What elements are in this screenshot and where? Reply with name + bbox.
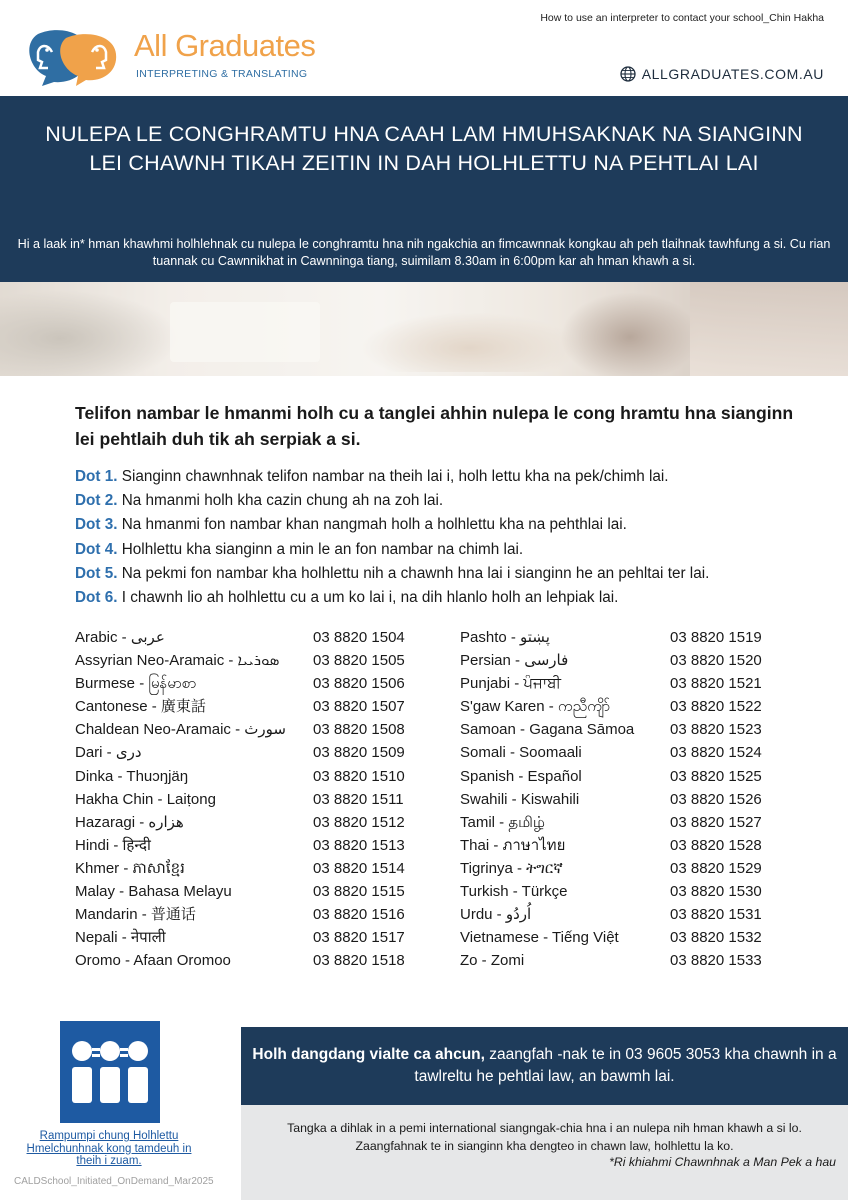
phone-number[interactable]: 03 8820 1525	[670, 767, 762, 785]
phone-number[interactable]: 03 8820 1529	[670, 859, 762, 877]
phone-number[interactable]: 03 8820 1533	[670, 952, 762, 970]
language-row	[75, 741, 415, 764]
language-name: Dari - دری	[75, 744, 142, 762]
step-text: Na hmanmi holh kha cazin chung ah na zoh lai.	[121, 492, 444, 510]
language-name: Tamil - தமிழ்	[460, 813, 545, 831]
phone-number[interactable]: 03 8820 1505	[313, 652, 405, 670]
phone-number[interactable]: 03 8820 1521	[670, 675, 762, 693]
interpreter-symbol-link[interactable]: Rampumpi chung Holhlettu Hmelchunhnak kong tamdeuh in theih i zuam.	[26, 1130, 192, 1167]
callout-bold: Holh dangdang vialte ca ahcun,	[252, 1046, 485, 1063]
page-title: NULEPA LE CONGHRAMTU HNA CAAH LAM HMUHSAKNAK NA SIANGINN LEI CHAWNH TIKAH ZEITIN IN DAH HOLHLETTU NA PEHTLAI LAI	[45, 122, 803, 175]
language-row	[460, 649, 770, 672]
language-name: Cantonese - 廣東話	[75, 698, 206, 716]
phone-number[interactable]: 03 8820 1507	[313, 698, 405, 716]
footer-line-3: *Ri khiahmi Chawnhnak a Man Pek a hau	[609, 1155, 836, 1169]
language-name: Persian - فارسی	[460, 652, 569, 670]
step-item	[75, 586, 815, 610]
step-label: Dot 4.	[75, 540, 118, 558]
step-label: Dot 1.	[75, 468, 118, 485]
step-item	[75, 465, 815, 489]
language-row	[75, 926, 415, 949]
language-name: Hakha Chin - Laiṭong	[75, 790, 216, 808]
document-code: CALDSchool_Initiated_OnDemand_Mar2025	[14, 1176, 214, 1187]
phone-number[interactable]: 03 8820 1504	[313, 629, 405, 646]
language-name: Hindi - हिन्दी	[75, 836, 151, 854]
language-row	[75, 949, 415, 972]
step-label: Dot 6.	[75, 589, 118, 607]
phone-number[interactable]: 03 8820 1517	[313, 929, 405, 947]
phone-number[interactable]: 03 8820 1523	[670, 721, 762, 739]
brand-name: All Graduates	[134, 28, 316, 63]
classroom-photo	[0, 282, 848, 376]
language-row	[75, 903, 415, 926]
language-name: S'gaw Karen - ကညီကျိာ်	[460, 698, 611, 716]
language-name: Nepali - नेपाली	[75, 929, 166, 947]
language-name: Spanish - Español	[460, 767, 582, 785]
phone-number[interactable]: 03 8820 1508	[313, 721, 405, 739]
phone-number[interactable]: 03 8820 1516	[313, 906, 405, 924]
language-row	[75, 626, 415, 649]
language-name: Pashto - پښتو	[460, 629, 550, 646]
language-row	[75, 649, 415, 672]
language-row	[75, 880, 415, 903]
language-name: Mandarin - 普通话	[75, 906, 196, 924]
phone-number[interactable]: 03 8820 1530	[670, 883, 762, 901]
language-name: Urdu - اُردُو	[460, 906, 532, 924]
globe-icon	[620, 66, 636, 82]
phone-number[interactable]: 03 8820 1518	[313, 952, 405, 970]
language-row	[460, 741, 770, 764]
language-row	[460, 880, 770, 903]
language-row	[75, 718, 415, 741]
language-row	[460, 926, 770, 949]
footer-line-1: Tangka a dihlak in a pemi international siangngak-chia hna i an nulepa nih hman khawh a si lo.	[287, 1121, 802, 1135]
footer-line-2: Zaangfahnak te in sianginn kha dengteo in chawn law, holhlettu la ko.	[355, 1139, 734, 1153]
language-row	[75, 834, 415, 857]
language-row	[75, 695, 415, 718]
phone-number[interactable]: 03 8820 1526	[670, 790, 762, 808]
language-row	[460, 857, 770, 880]
phone-number[interactable]: 03 8820 1512	[313, 813, 405, 831]
language-name: Assyrian Neo-Aramaic - ܣܘܪܝܝܐ	[75, 652, 280, 670]
language-name: Punjabi - ਪੰਜਾਬੀ	[460, 675, 562, 693]
instructions-heading: Telifon nambar le hmanmi holh cu a tanglei ahhin nulepa le cong hramtu hna sianginn lei pehtlaih duh tik ah serpiak a si.	[75, 403, 794, 449]
language-row	[75, 765, 415, 788]
language-row	[460, 811, 770, 834]
phone-number[interactable]: 03 8820 1514	[313, 859, 405, 877]
language-name: Somali - Soomaali	[460, 744, 582, 762]
language-row	[460, 834, 770, 857]
language-name: Malay - Bahasa Melayu	[75, 883, 232, 901]
language-row	[460, 949, 770, 972]
language-name: Khmer - ភាសាខ្មែរ	[75, 859, 185, 877]
hero-banner	[0, 96, 848, 282]
step-text: Na pekmi fon nambar kha holhlettu nih a chawnh hna lai i sianginn he an pehltai ter lai.	[121, 564, 710, 582]
language-name: Zo - Zomi	[460, 952, 525, 970]
step-label: Dot 3.	[75, 516, 118, 534]
language-name: Chaldean Neo-Aramaic - سورث	[75, 721, 286, 739]
phone-number[interactable]: 03 8820 1511	[313, 790, 404, 808]
website-text: ALLGRADUATES.COM.AU	[641, 66, 824, 82]
language-row	[75, 811, 415, 834]
language-row	[75, 672, 415, 695]
phone-number[interactable]: 03 8820 1527	[670, 813, 762, 831]
language-row	[75, 788, 415, 811]
phone-number[interactable]: 03 8820 1510	[313, 767, 405, 785]
phone-number[interactable]: 03 8820 1520	[670, 652, 762, 670]
phone-number[interactable]: 03 8820 1509	[313, 744, 405, 762]
language-name: Turkish - Türkçe	[460, 883, 568, 901]
language-list-left	[75, 626, 415, 972]
phone-number[interactable]: 03 8820 1528	[670, 836, 762, 854]
brand-logo	[26, 28, 346, 88]
footer-note	[241, 1105, 848, 1200]
language-name: Burmese - မြန်မာစာ	[75, 675, 197, 693]
language-list-right	[460, 626, 770, 972]
language-name: Hazaragi - هزاره	[75, 813, 184, 831]
language-row	[460, 672, 770, 695]
step-label: Dot 2.	[75, 492, 118, 510]
language-name: Thai - ภาษาไทย	[460, 836, 566, 854]
phone-number[interactable]: 03 8820 1532	[670, 929, 762, 947]
language-row	[460, 765, 770, 788]
language-row	[460, 695, 770, 718]
language-name: Arabic - عربى	[75, 629, 165, 646]
callout-text: zaangfah -nak te in 03 9605 3053 kha chawnh in a tawlreltu he pehtlai law, an bawmh lai.	[414, 1046, 837, 1085]
step-text: I chawnh lio ah holhlettu cu a um ko lai i, na dih hlanlo holh an lehpiak lai.	[121, 589, 619, 607]
step-text: Sianginn chawnhnak telifon nambar na theih lai i, holh lettu kha na pek/chimh lai.	[121, 468, 669, 485]
language-row	[460, 718, 770, 741]
language-name: Vietnamese - Tiếng Việt	[460, 929, 619, 947]
language-name: Dinka - Thuɔŋjäŋ	[75, 767, 189, 785]
phone-number[interactable]: 03 8820 1506	[313, 675, 405, 693]
phone-number[interactable]: 03 8820 1515	[313, 883, 405, 901]
language-row	[460, 626, 770, 649]
hero-intro: Hi a laak in* hman khawhmi holhlehnak cu nulepa le conghramtu hna nih ngakchia an fimcawnnak kongkau ah peh tlaihnak tawhfung a si. Cu rian tuannak cu Cawnnikhat in Cawnninga tiang, suimilam 8.30am in 6:00pm kar ah hman khawh a si.	[17, 237, 831, 268]
step-label: Dot 5.	[75, 564, 118, 582]
language-name: Tigrinya - ትግርኛ	[460, 859, 563, 877]
interpreter-symbol-icon	[60, 1021, 160, 1123]
step-item	[75, 513, 815, 537]
other-languages-callout	[241, 1027, 848, 1105]
phone-number[interactable]: 03 8820 1519	[670, 629, 762, 646]
language-name: Samoan - Gagana Sāmoa	[460, 721, 635, 739]
steps-list	[75, 465, 815, 610]
language-row	[460, 788, 770, 811]
language-row	[460, 903, 770, 926]
step-text: Holhlettu kha sianginn a min le an fon nambar na chimh lai.	[121, 540, 524, 558]
step-item	[75, 489, 815, 513]
brand-tagline: INTERPRETING & TRANSLATING	[136, 68, 308, 80]
phone-number[interactable]: 03 8820 1522	[670, 698, 762, 716]
language-row	[75, 857, 415, 880]
logo-faces-icon	[26, 28, 126, 88]
step-item	[75, 562, 815, 586]
step-item	[75, 538, 815, 562]
language-name: Oromo - Afaan Oromoo	[75, 952, 231, 970]
phone-number[interactable]: 03 8820 1524	[670, 744, 762, 762]
document-title: How to use an interpreter to contact your school_Chin Hakha	[540, 12, 824, 24]
step-text: Na hmanmi fon nambar khan nangmah holh a holhlettu kha na pehthlai lai.	[121, 516, 627, 534]
website-link[interactable]	[620, 66, 824, 82]
phone-number[interactable]: 03 8820 1513	[313, 836, 405, 854]
language-name: Swahili - Kiswahili	[460, 790, 580, 808]
phone-number[interactable]: 03 8820 1531	[670, 906, 762, 924]
